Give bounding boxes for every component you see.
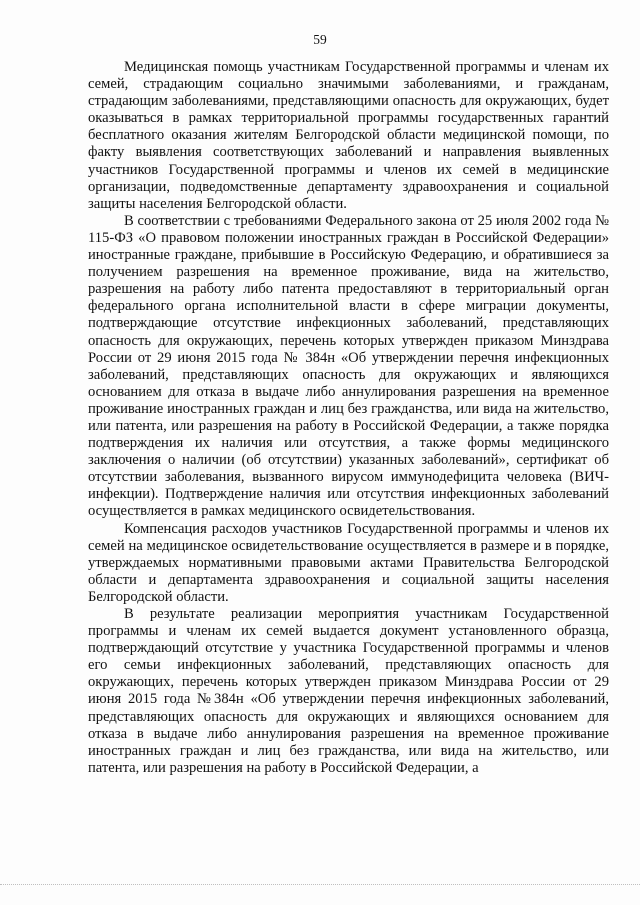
page-number: 59 — [313, 32, 327, 47]
body-text — [88, 59, 609, 777]
paragraph-implementation-result: В результате реализации мероприятия участникам Государственной программы и членам их семей выдается документ установленного образца, подтверждающий отсутствие у участника Государственной программы и членов его семьи инфекционных заболеваний, представляющих опасность для окружающих, перечень которых утвержден приказом Минздрава России от 29 июня 2015 года №384н «Об утверждении перечня инфекционных заболеваний, представляющих опасность для окружающих и являющихся основанием для отказа в выдаче либо аннулирования разрешения на временное проживание иностранных граждан и лиц без гражданства, или вида на жительство, или патента, или разрешения на работу в Российской Федерации, а — [88, 606, 609, 776]
paragraph-federal-law-requirements: В соответствии с требованиями Федерального закона от 25 июля 2002 года № 115-ФЗ «О правовом положении иностранных граждан в Российской Федерации» иностранные граждане, прибывшие в Российскую Федерацию, и обратившиеся за получением разрешения на временное проживание, вида на жительство, разрешения на работу либо патента предоставляют в территориальный орган федерального органа исполнительной власти в сфере миграции документы, подтверждающие отсутствие инфекционных заболеваний, представляющих опасность для окружающих, перечень которых утвержден приказом Минздрава России от 29 июня 2015 года № 384н «Об утверждении перечня инфекционных заболеваний, представляющих опасность для окружающих и являющихся основанием для отказа в выдаче либо аннулирования разрешения на временное проживание иностранных граждан и лиц без гражданства, или вида на жительство, или патента, или разрешения на работу в Российской Федерации, а также порядка подтверждения их наличия или отсутствия, а также формы медицинского заключения о наличии (об отсутствии) указанных заболеваний», сертификат об отсутствии заболевания, вызванного вирусом иммунодефицита человека (ВИЧ-инфекции). Подтверждение наличия или отсутствия инфекционных заболеваний осуществляется в рамках медицинского освидетельствования. — [88, 212, 609, 520]
scan-bottom-edge — [0, 884, 640, 886]
paragraph-expense-compensation: Компенсация расходов участников Государственной программы и членов их семей на медицинское освидетельствование осуществляется в размере и в порядке, утверждаемых нормативными правовыми актами Правительства Белгородской области и департамента здравоохранения и социальной защиты населения Белгородской области. — [88, 520, 609, 605]
paragraph-medical-care: Медицинская помощь участникам Государственной программы и членам их семей, страдающим социально значимыми заболеваниями, и гражданам, страдающим заболеваниями, представляющими опасность для окружающих, будет оказываться в рамках территориальной программы государственных гарантий бесплатного оказания жителям Белгородской области медицинской помощи, по факту выявления соответствующих заболеваний и направления выявленных участников Государственной программы и членов их семей в медицинские организации, подведомственные департаменту здравоохранения и социальной защиты населения Белгородской области. — [88, 59, 609, 212]
